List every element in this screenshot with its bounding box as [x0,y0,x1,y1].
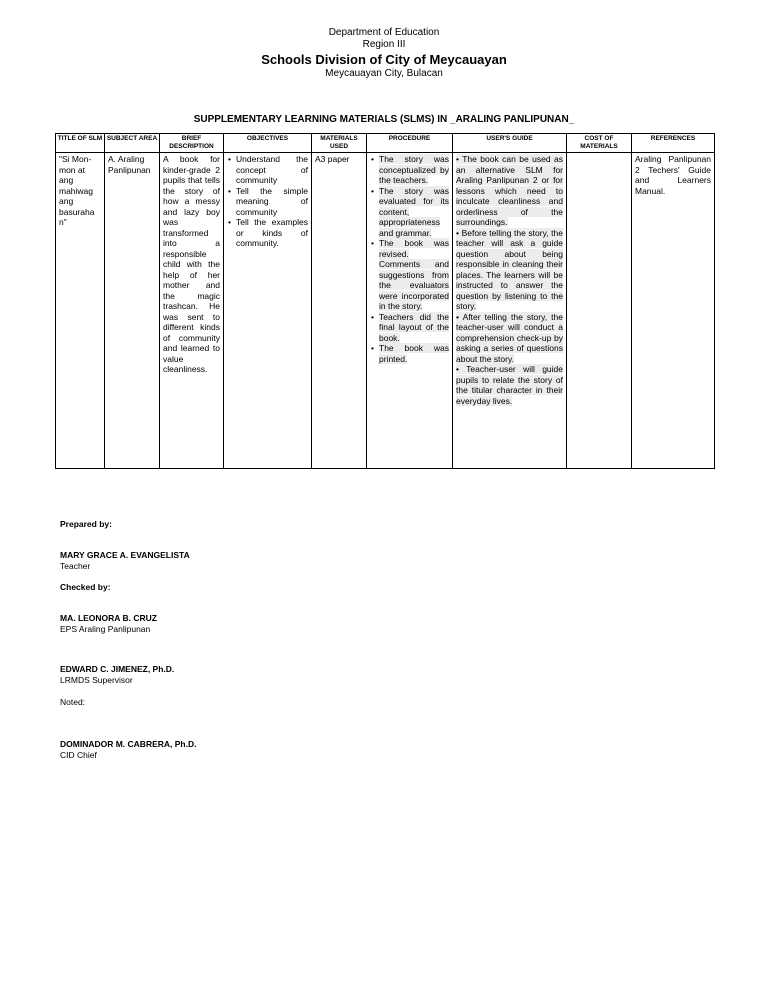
checked-label: Checked by: [60,582,111,592]
header-materials: MATERIALS USED [312,134,367,153]
cell-objectives [224,153,312,469]
noter-name: DOMINADOR M. CABRERA, Ph.D. [60,739,197,749]
noter-block [60,739,196,761]
checker1-block [60,613,157,635]
slm-title-text: "Si Mon-mon at ang mahiwag ang basuraha n" [59,154,95,227]
cell-procedure [367,153,453,469]
header-title: TITLE OF SLM [56,134,105,153]
procedure-item: • The book was printed. [370,343,449,364]
header-description: BRIEF DESCRIPTION [160,134,224,153]
description-text: A book for kinder-grade 2 pupils that tells the story of how a messy and lazy boy was transformed into a responsible child with the help of her mother and the magic trashcan. He was sent to different kinds of community and learned to value cleanliness. [163,154,220,374]
cell-cost [567,153,632,469]
checker2-role: LRMDS Supervisor [60,675,133,685]
header-references: REFERENCES [632,134,715,153]
header-users-guide: USER'S GUIDE [453,134,567,153]
location-line: Meycauayan City, Bulacan [325,68,443,79]
preparer-block [60,550,190,572]
guide-paragraph: • Before telling the story, the teacher will ask a guide question about being responsible in cleaning their places. The learners will be instructed to answer the question by listening to the story. [456,227,563,311]
noter-role: CID Chief [60,750,97,760]
subject-text: A. Araling Panlipunan [108,154,151,175]
objective-item: • Understand the concept of community [227,154,308,186]
materials-text: A3 paper [315,154,350,164]
prepared-label: Prepared by: [60,519,112,529]
objective-item: • Tell the simple meaning of community [227,186,308,218]
preparer-name: MARY GRACE A. EVANGELISTA [60,550,190,560]
table-row [56,153,715,469]
procedure-item: • The story was conceptualized by the teachers. [370,154,449,186]
references-text: Araling Panlipunan 2 Techers' Guide and Learners Manual. [635,154,711,196]
checker2-name: EDWARD C. JIMENEZ, Ph.D. [60,664,175,674]
cell-subject [105,153,160,469]
checker2-block [60,664,174,686]
guide-paragraph: • Teacher-user will guide pupils to relate the story of the titular character in their everyday lives. [456,364,563,406]
division-line: Schools Division of City of Meycauayan [261,52,507,67]
cell-references [632,153,715,469]
noted-label: Noted: [60,697,86,707]
table-header-row [56,134,715,153]
procedure-item: • The book was revised. Comments and suggestions from the evaluators were incorporated in the story. [370,238,449,312]
procedure-item: • The story was evaluated for its content, appropriateness and grammar. [370,186,449,239]
procedure-item: • Teachers did the final layout of the book. [370,312,449,344]
document-header [0,27,768,80]
checked-block [60,582,111,593]
cell-users-guide [453,153,567,469]
cell-description [160,153,224,469]
cell-materials [312,153,367,469]
prepared-block [60,519,112,530]
noted-block [60,697,85,708]
header-objectives: OBJECTIVES [224,134,312,153]
cell-title [56,153,105,469]
region-line: Region III [362,39,406,50]
guide-paragraph: • After telling the story, the teacher-user will conduct a comprehension check-up by asking a series of questions about the story. [456,311,563,364]
preparer-role: Teacher [60,561,91,571]
header-subject: SUBJECT AREA [105,134,160,153]
objective-item: • Tell the examples or kinds of community. [227,217,308,249]
header-cost: COST OF MATERIALS [567,134,632,153]
checker1-name: MA. LEONORA B. CRUZ [60,613,157,623]
header-procedure: PROCEDURE [367,134,453,153]
document-title: SUPPLEMENTARY LEARNING MATERIALS (SLMS) IN _ARALING PANLIPUNAN_ [193,114,575,125]
department-line: Department of Education [328,27,440,38]
guide-paragraph: • The book can be used as an alternative SLM for Araling Panlipunan 2 or for lessons which need to inculcate cleanliness and orderliness of the surroundings. [456,154,563,227]
slm-table [55,133,715,469]
checker1-role: EPS Araling Panlipunan [60,624,151,634]
